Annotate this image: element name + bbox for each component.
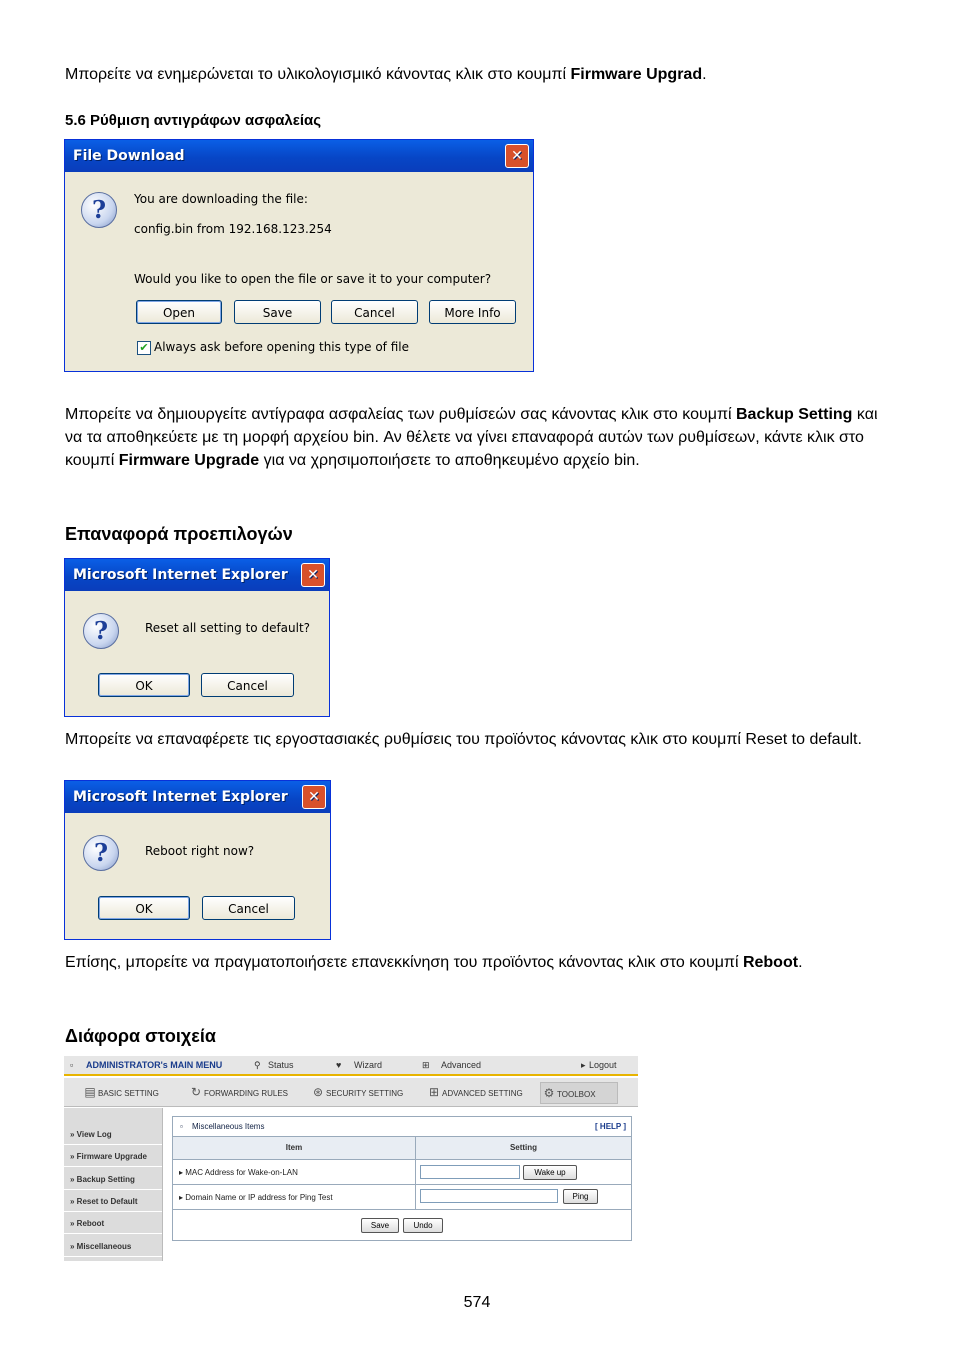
dialog-title: File Download [73, 148, 185, 164]
open-button[interactable]: Open [136, 300, 222, 324]
toolbox-icon: ⚙ [543, 1086, 555, 1100]
ok-button[interactable]: OK [98, 673, 190, 697]
reboot-message: Reboot right now? [145, 844, 255, 858]
reset-dialog [64, 558, 330, 717]
cancel-button[interactable]: Cancel [331, 300, 418, 324]
router-sidebar [64, 1108, 163, 1261]
close-icon[interactable]: ✕ [302, 785, 326, 809]
always-ask-label: Always ask before opening this type of file [154, 340, 409, 354]
sidebar-item-reset-to-default[interactable]: » Reset to Default [64, 1191, 162, 1212]
admin-topbar [64, 1056, 638, 1076]
more-info-button[interactable]: More Info [429, 300, 516, 324]
sidebar-item-firmware-upgrade[interactable]: » Firmware Upgrade [64, 1146, 162, 1167]
row1-label: ▸ MAC Address for Wake-on-LAN [179, 1168, 298, 1177]
always-ask-checkbox[interactable]: ✔ [137, 341, 151, 355]
reboot-dialog [64, 780, 331, 940]
column-header-item: Item [173, 1137, 416, 1160]
paragraph-firmware: Μπορείτε να ενημερώνεται το υλικολογισμικό κάνοντας κλικ στο κουμπί Firmware Upgrad. [65, 66, 707, 83]
heading-reset-defaults: Επαναφορά προεπιλογών [65, 524, 293, 544]
sidebar-item-backup-setting[interactable]: » Backup Setting [64, 1169, 162, 1190]
cancel-button[interactable]: Cancel [202, 896, 295, 920]
heading-misc: Διάφορα στοιχεία [65, 1026, 216, 1046]
sidebar-item-view-log[interactable]: » View Log [64, 1124, 162, 1145]
question-icon: ? [83, 613, 119, 649]
save-button[interactable]: Save [234, 300, 321, 324]
sidebar-item-miscellaneous[interactable]: » Miscellaneous [64, 1236, 162, 1257]
dialog-titlebar [65, 559, 329, 591]
close-icon[interactable]: ✕ [505, 144, 529, 168]
row-divider [173, 1209, 631, 1210]
logout-link[interactable]: Logout [589, 1060, 617, 1070]
document-icon: ▤ [84, 1085, 96, 1099]
download-question: Would you like to open the file or save it to your computer? [134, 272, 492, 286]
advanced-icon: ⊞ [422, 1060, 430, 1070]
wake-up-button[interactable]: Wake up [523, 1165, 577, 1180]
dialog-titlebar [65, 781, 330, 813]
tab-forwarding-rules[interactable]: ↻ FORWARDING RULES [188, 1082, 288, 1102]
tab-toolbox[interactable]: ⚙ TOOLBOX [540, 1082, 618, 1104]
row2-label: ▸ Domain Name or IP address for Ping Test [179, 1193, 333, 1202]
file-download-dialog [64, 139, 534, 372]
column-divider [415, 1159, 416, 1209]
router-tabs [64, 1078, 638, 1107]
wizard-icon: ♥ [336, 1060, 342, 1070]
tab-security-setting[interactable]: ⊛ SECURITY SETTING [310, 1082, 403, 1102]
status-link[interactable]: Status [268, 1060, 294, 1070]
misc-items-panel [172, 1116, 632, 1241]
reset-message: Reset all setting to default? [145, 621, 311, 635]
download-line2: config.bin from 192.168.123.254 [134, 222, 332, 236]
sidebar-item-reboot[interactable]: » Reboot [64, 1213, 162, 1234]
mac-address-input[interactable] [420, 1165, 520, 1179]
undo-button[interactable]: Undo [403, 1218, 443, 1233]
column-header-setting: Setting [416, 1137, 631, 1160]
ping-target-input[interactable] [420, 1189, 558, 1203]
panel-title-bar [173, 1117, 631, 1137]
question-icon: ? [81, 192, 117, 228]
forward-icon: ↻ [190, 1085, 202, 1099]
status-icon: ⚲ [254, 1060, 261, 1070]
tab-advanced-setting[interactable]: ⊞ ADVANCED SETTING [426, 1082, 523, 1102]
tab-basic-setting[interactable]: ▤ BASIC SETTING [82, 1082, 159, 1102]
panel-title: Miscellaneous Items [192, 1122, 265, 1131]
section-heading-backup: 5.6 Ρύθμιση αντιγράφων ασφαλείας [65, 112, 322, 129]
panel-icon: ▫ [180, 1122, 183, 1131]
dialog-title: Microsoft Internet Explorer [73, 789, 288, 805]
question-icon: ? [83, 835, 119, 871]
paragraph-reset: Μπορείτε να επαναφέρετε τις εργοστασιακές ρυθμίσεις του προϊόντος κάνοντας κλικ στο κουμπί Reset to default. [65, 731, 862, 748]
menu-icon: ▫ [70, 1060, 74, 1070]
dialog-title: Microsoft Internet Explorer [73, 567, 288, 583]
paragraph-backup: Μπορείτε να δημιουργείτε αντίγραφα ασφαλείας των ρυθμίσεών σας κάνοντας κλικ στο κουμπί Backup Setting και να τα αποθηκεύετε με τη μορφή αρχείου bin. Αν θέλετε να γίνει επαναφορά αυτών των ρυθμίσεων, κάντε κλικ στο κουμπί Firmware Upgrade για να χρησιμοποιήσετε το αποθηκευμένο αρχείο bin. [65, 406, 878, 469]
page-number: 574 [463, 1294, 491, 1311]
wizard-link[interactable]: Wizard [354, 1060, 383, 1070]
paragraph-reboot: Επίσης, μπορείτε να πραγματοποιήσετε επανεκκίνηση του προϊόντος κάνοντας κλικ στο κουμπί Reboot. [65, 954, 803, 971]
router-admin-screenshot [64, 1056, 638, 1261]
main-menu-link[interactable]: ADMINISTRATOR's MAIN MENU [86, 1060, 223, 1070]
ok-button[interactable]: OK [98, 896, 190, 920]
advanced-icon: ⊞ [428, 1085, 440, 1099]
cancel-button[interactable]: Cancel [201, 673, 294, 697]
close-icon[interactable]: ✕ [301, 563, 325, 587]
ping-button[interactable]: Ping [563, 1189, 598, 1204]
security-icon: ⊛ [312, 1085, 324, 1099]
dialog-titlebar [65, 140, 533, 172]
help-link[interactable]: [ HELP ] [595, 1122, 626, 1131]
download-line1: You are downloading the file: [134, 192, 308, 206]
row-divider [173, 1184, 631, 1185]
arrow-right-icon: ▸ [581, 1060, 586, 1070]
advanced-link[interactable]: Advanced [441, 1060, 482, 1070]
save-button[interactable]: Save [361, 1218, 399, 1233]
